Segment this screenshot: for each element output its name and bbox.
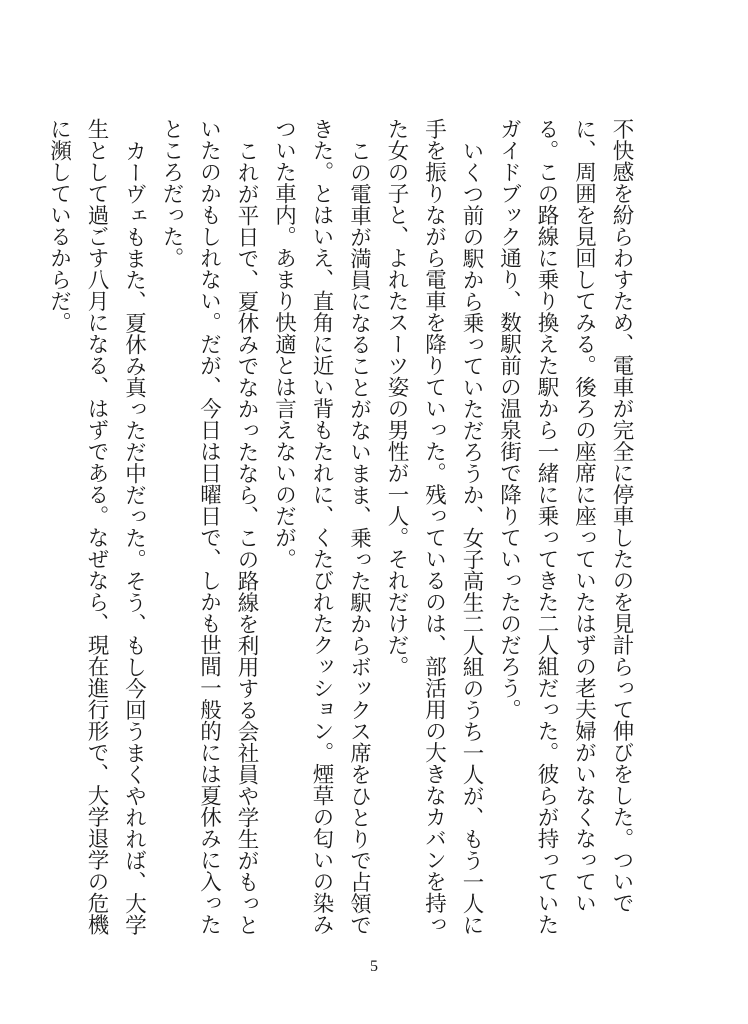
paragraph-3: この電車が満員になることがないまま、乗った駅からボックス席をひとりで占領できた。とはいえ、直角に近い背もたれに、くたびれたクッション。煙草の匂いの染みついた車内。あまり快適とは言えないのだが。 <box>271 118 372 935</box>
paragraph-5: カーヴェもまた、夏休み真っただ中だった。そう、もし今回うまくやれれば、大学生として過ごす八月になる、はずである。なぜなら、現在進行形で、大学退学の危機に瀕しているからだ。 <box>46 118 147 935</box>
vertical-text-body <box>46 118 640 948</box>
paragraph-1: 不快感を紛らわすため、電車が完全に停車したのを見計らって伸びをした。ついでに、周囲を見回してみる。後ろの座席に座っていたはずの老夫婦がいなくなっている。この路線に乗り換えた駅から一緒に乗ってきた二人組だった。彼らが持っていたガイドブック通り、数駅前の温泉街で降りていったのだろう。 <box>496 118 634 935</box>
paragraph-2: いくつ前の駅から乗っていただろうか、女子高生二人組のうち一人が、もう一人に手を振りながら電車を降りていった。残っているのは、部活用の大きなカバンを持った女の子と、よれたスーツ姿の男性が一人。それだけだ。 <box>384 118 484 935</box>
paragraph-4: これが平日で、夏休みでなかったなら、この路線を利用する会社員や学生がもっといたのかもしれない。だが、今日は日曜日で、しかも世間一般的には夏休みに入ったところだった。 <box>159 118 259 935</box>
page-number: 5 <box>370 958 378 975</box>
